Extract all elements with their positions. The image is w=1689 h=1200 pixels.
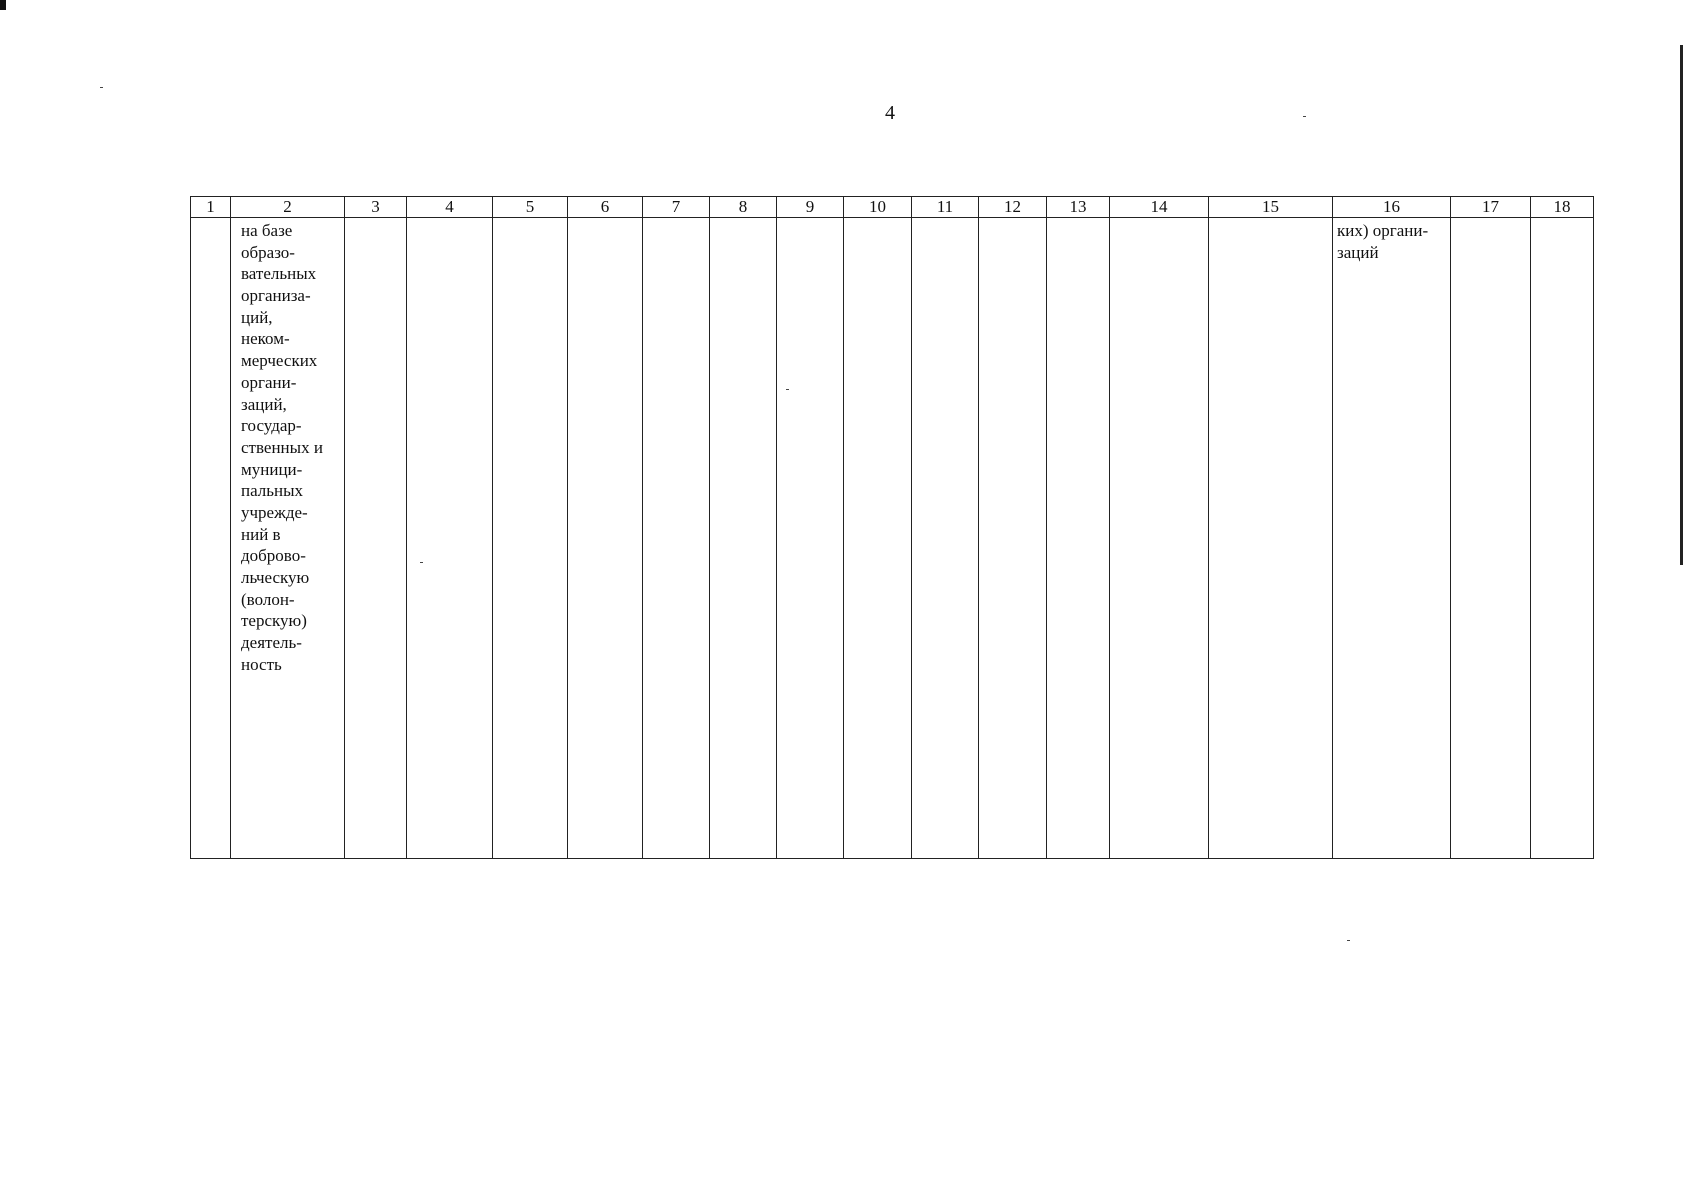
table-cell (407, 218, 493, 859)
text-line: заций, (241, 394, 287, 414)
text-line: муници- (241, 459, 303, 479)
text-line: заций (1337, 242, 1379, 262)
table-cell (710, 218, 777, 859)
scan-corner-mark (0, 0, 6, 10)
table-cell (844, 218, 912, 859)
table-cell (493, 218, 568, 859)
header-cell-14: 14 (1110, 197, 1209, 218)
text-line: ций, (241, 307, 273, 327)
table-cell (643, 218, 710, 859)
table-cell (912, 218, 979, 859)
header-cell-17: 17 (1451, 197, 1531, 218)
table-cell (777, 218, 844, 859)
text-line: органи- (241, 372, 297, 392)
col16-text (1333, 218, 1450, 263)
table-cell (568, 218, 643, 859)
header-cell-6: 6 (568, 197, 643, 218)
text-line: государ- (241, 416, 302, 436)
text-line: неком- (241, 329, 290, 349)
text-line: деятель- (241, 633, 302, 653)
scan-speck (1303, 116, 1306, 117)
table-cell (1110, 218, 1209, 859)
document-table (190, 196, 1594, 859)
text-line: льческую (241, 568, 310, 587)
header-cell-7: 7 (643, 197, 710, 218)
header-cell-4: 4 (407, 197, 493, 218)
header-cell-12: 12 (979, 197, 1047, 218)
header-cell-18: 18 (1531, 197, 1594, 218)
header-cell-9: 9 (777, 197, 844, 218)
table-cell (979, 218, 1047, 859)
page-number: 4 (885, 102, 895, 124)
table-cell (1451, 218, 1531, 859)
text-line: (волон- (241, 589, 295, 609)
scan-speck (1347, 940, 1350, 941)
text-line: пальных (241, 481, 304, 501)
table-cell (1531, 218, 1594, 859)
text-line: вательных (241, 264, 317, 284)
scan-edge-mark (1680, 45, 1683, 565)
text-line: терскую) (241, 611, 307, 631)
header-cell-3: 3 (345, 197, 407, 218)
text-line: образо- (241, 242, 295, 262)
table-cell (1047, 218, 1110, 859)
col2-text (231, 218, 344, 675)
table-cell (345, 218, 407, 859)
table-cell-col2 (231, 218, 345, 859)
text-line: доброво- (241, 546, 306, 566)
text-line: на базе (241, 221, 293, 240)
header-cell-8: 8 (710, 197, 777, 218)
table-cell (191, 218, 231, 859)
scan-speck (100, 87, 103, 88)
header-cell-13: 13 (1047, 197, 1110, 218)
header-cell-16: 16 (1333, 197, 1451, 218)
text-line: ких) органи- (1337, 221, 1429, 240)
text-line: мерческих (241, 351, 318, 371)
header-cell-1: 1 (191, 197, 231, 218)
header-cell-10: 10 (844, 197, 912, 218)
text-line: организа- (241, 286, 311, 306)
header-cell-2: 2 (231, 197, 345, 218)
text-line: учрежде- (241, 502, 308, 522)
text-line: ний в (241, 524, 281, 544)
header-row (191, 197, 1594, 218)
header-cell-11: 11 (912, 197, 979, 218)
header-cell-5: 5 (493, 197, 568, 218)
text-line: ность (241, 654, 282, 674)
table-cell-col16 (1333, 218, 1451, 859)
header-cell-15: 15 (1209, 197, 1333, 218)
table-cell (1209, 218, 1333, 859)
table-row (191, 218, 1594, 859)
text-line: ственных и (241, 437, 323, 457)
